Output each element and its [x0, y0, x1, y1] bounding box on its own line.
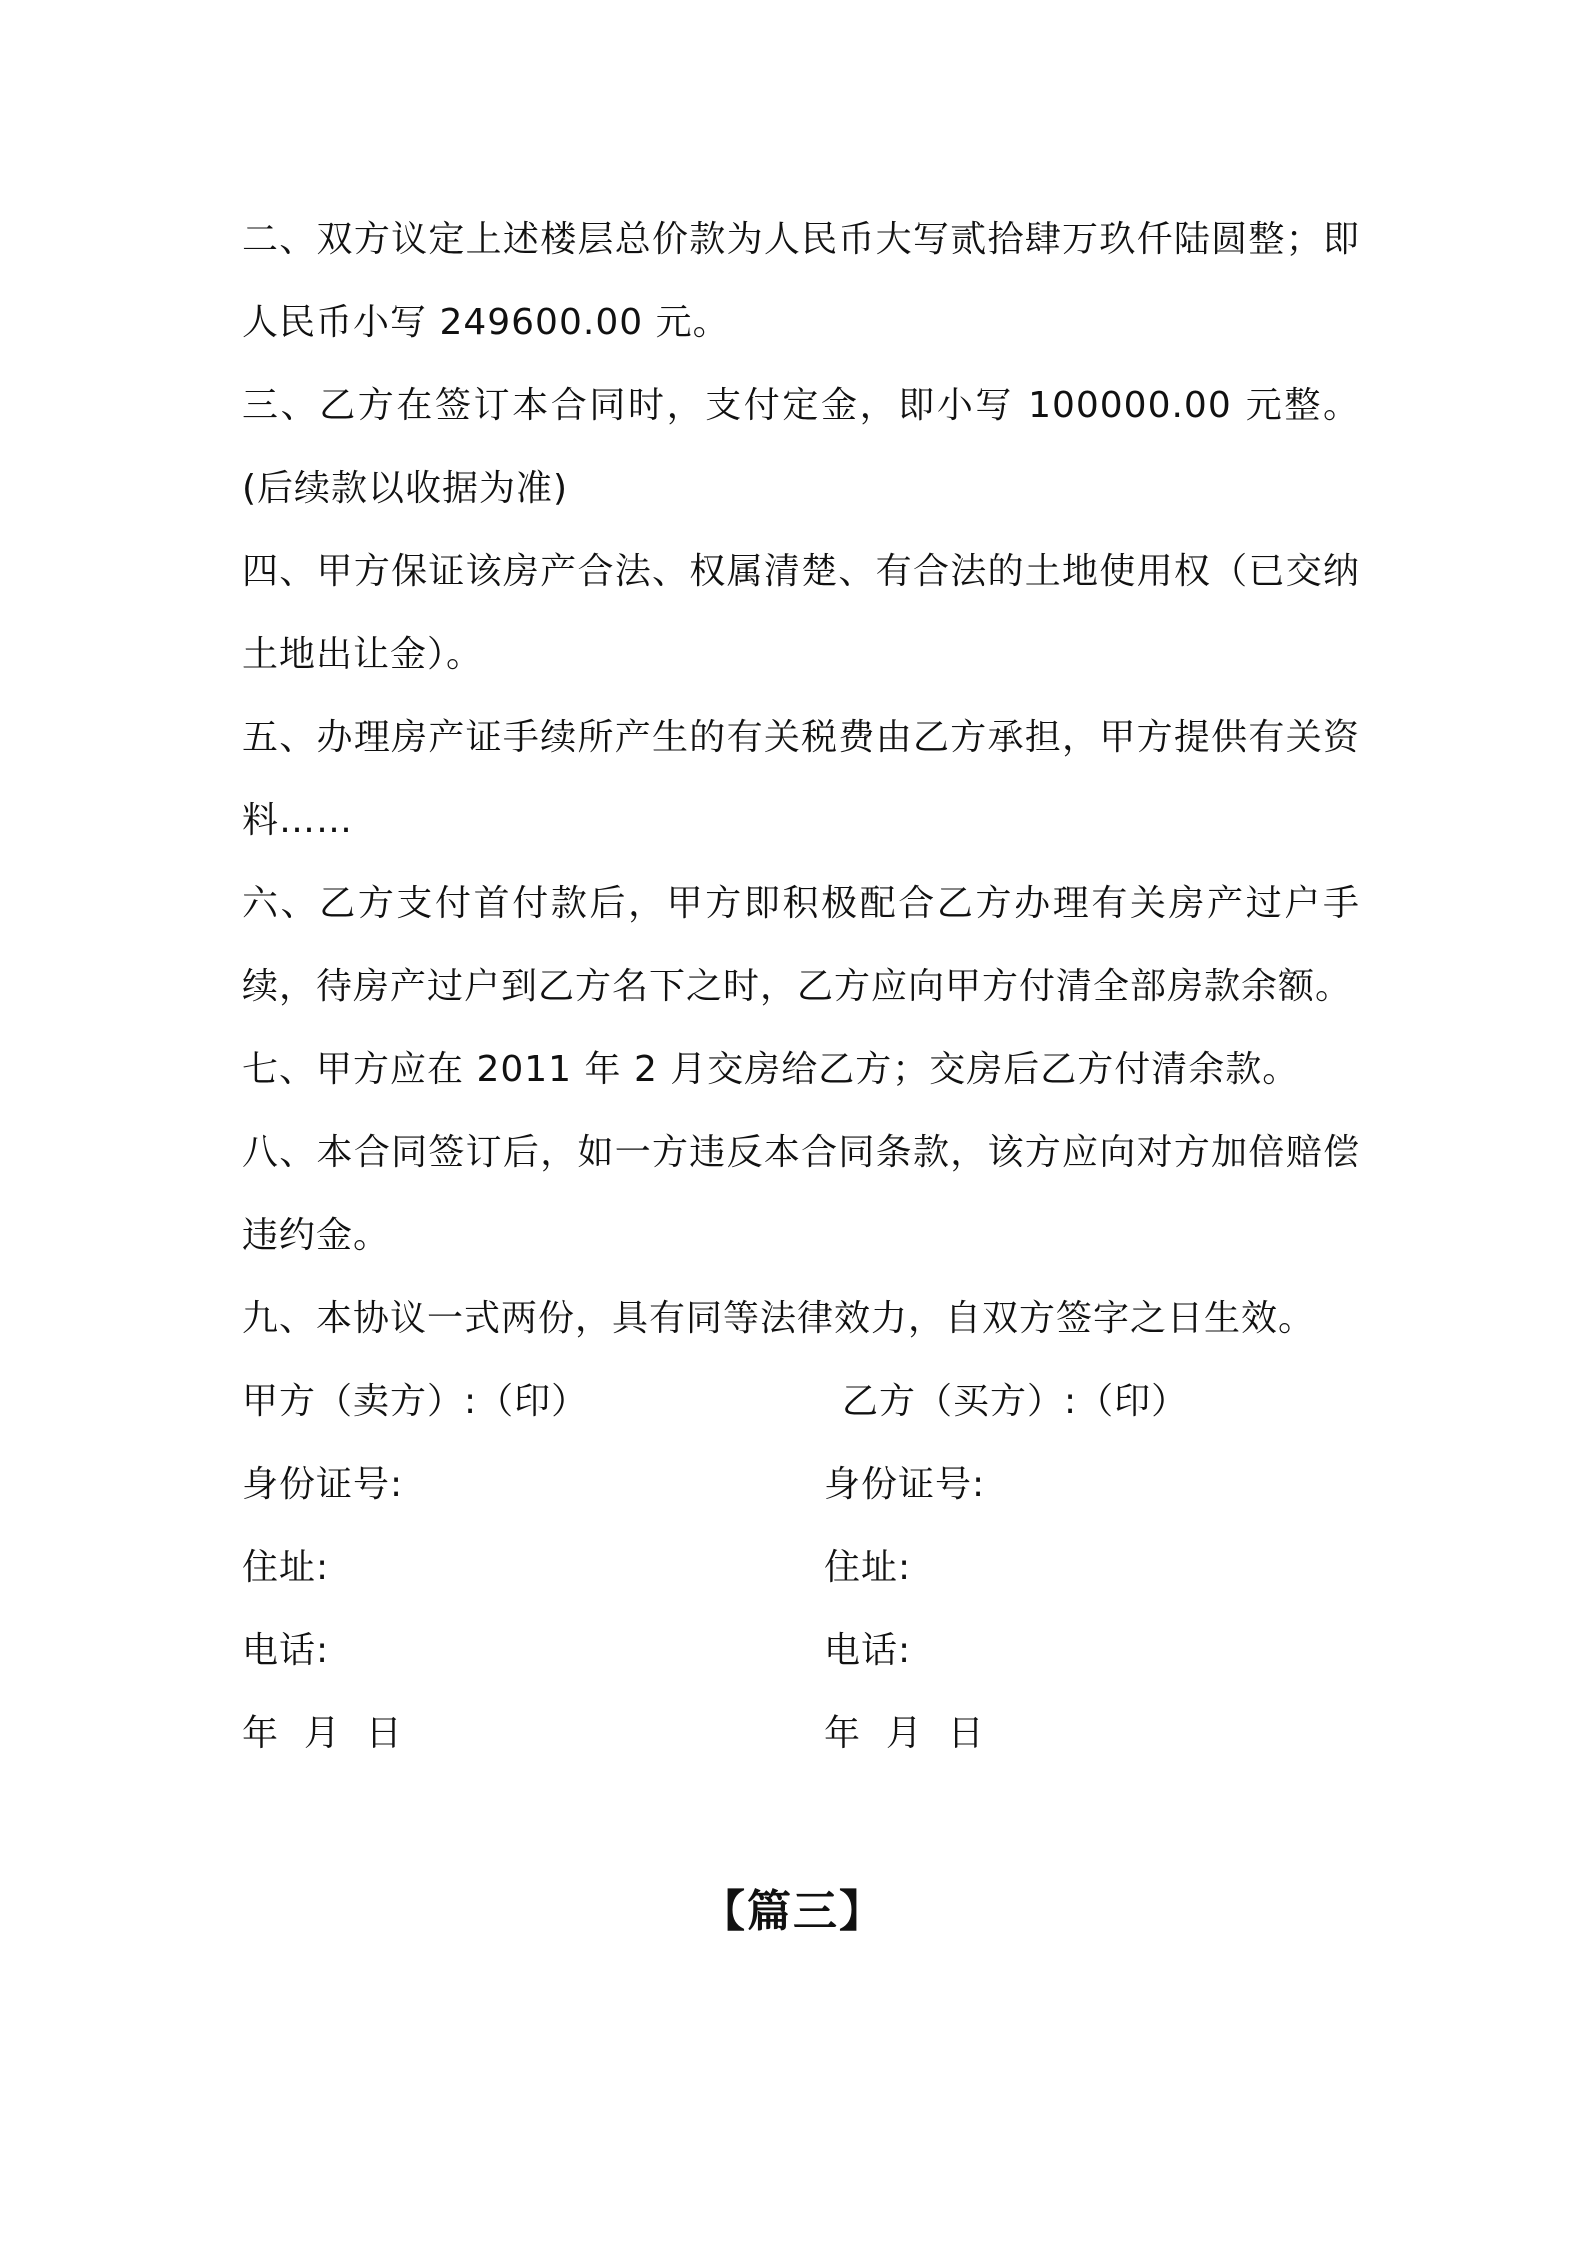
party-a-address-label: 住址: — [242, 1547, 330, 1588]
clause-8: 八、本合同签订后，如一方违反本合同条款，该方应向对方加倍赔偿违约金。 — [242, 1132, 1360, 1256]
clause-3: 三、乙方在签订本合同时，支付定金，即小写 100000.00 元整。(后续款以收据为准) — [242, 385, 1360, 509]
party-a-date: 年 月 日 — [242, 1713, 403, 1754]
clause-4: 四、甲方保证该房产合法、权属清楚、有合法的土地使用权（已交纳土地出让金）。 — [242, 551, 1360, 675]
clause-7: 七、甲方应在 2011 年 2 月交房给乙方；交房后乙方付清余款。 — [242, 1049, 1300, 1090]
party-b-address-label: 住址: — [824, 1547, 912, 1588]
clause-5: 五、办理房产证手续所产生的有关税费由乙方承担，甲方提供有关资料…… — [242, 717, 1360, 841]
clause-2: 二、双方议定上述楼层总价款为人民币大写贰拾肆万玖仟陆圆整；即人民币小写 249600.00 元。 — [242, 219, 1360, 343]
signature-address-row — [242, 1526, 1360, 1609]
signature-phone-row — [242, 1609, 1360, 1692]
party-b-id-label: 身份证号: — [824, 1464, 986, 1505]
party-b-seal: 乙方（买方）:（印） — [842, 1381, 1189, 1422]
clause-9: 九、本协议一式两份，具有同等法律效力，自双方签字之日生效。 — [242, 1298, 1316, 1339]
contract-body — [242, 198, 1360, 1775]
party-b-phone-label: 电话: — [824, 1630, 912, 1671]
party-a-seal: 甲方（卖方）:（印） — [242, 1381, 589, 1422]
party-b-date: 年 月 日 — [824, 1713, 985, 1754]
clause-6: 六、乙方支付首付款后，甲方即积极配合乙方办理有关房产过户手续，待房产过户到乙方名下之时，乙方应向甲方付清全部房款余额。 — [242, 883, 1360, 1007]
section-heading: 【篇三】 — [701, 1886, 885, 1937]
signature-date-row — [242, 1692, 1360, 1775]
party-a-id-label: 身份证号: — [242, 1464, 404, 1505]
signature-id-row — [242, 1443, 1360, 1526]
party-a-phone-label: 电话: — [242, 1630, 330, 1671]
signature-party-row — [242, 1360, 1360, 1443]
